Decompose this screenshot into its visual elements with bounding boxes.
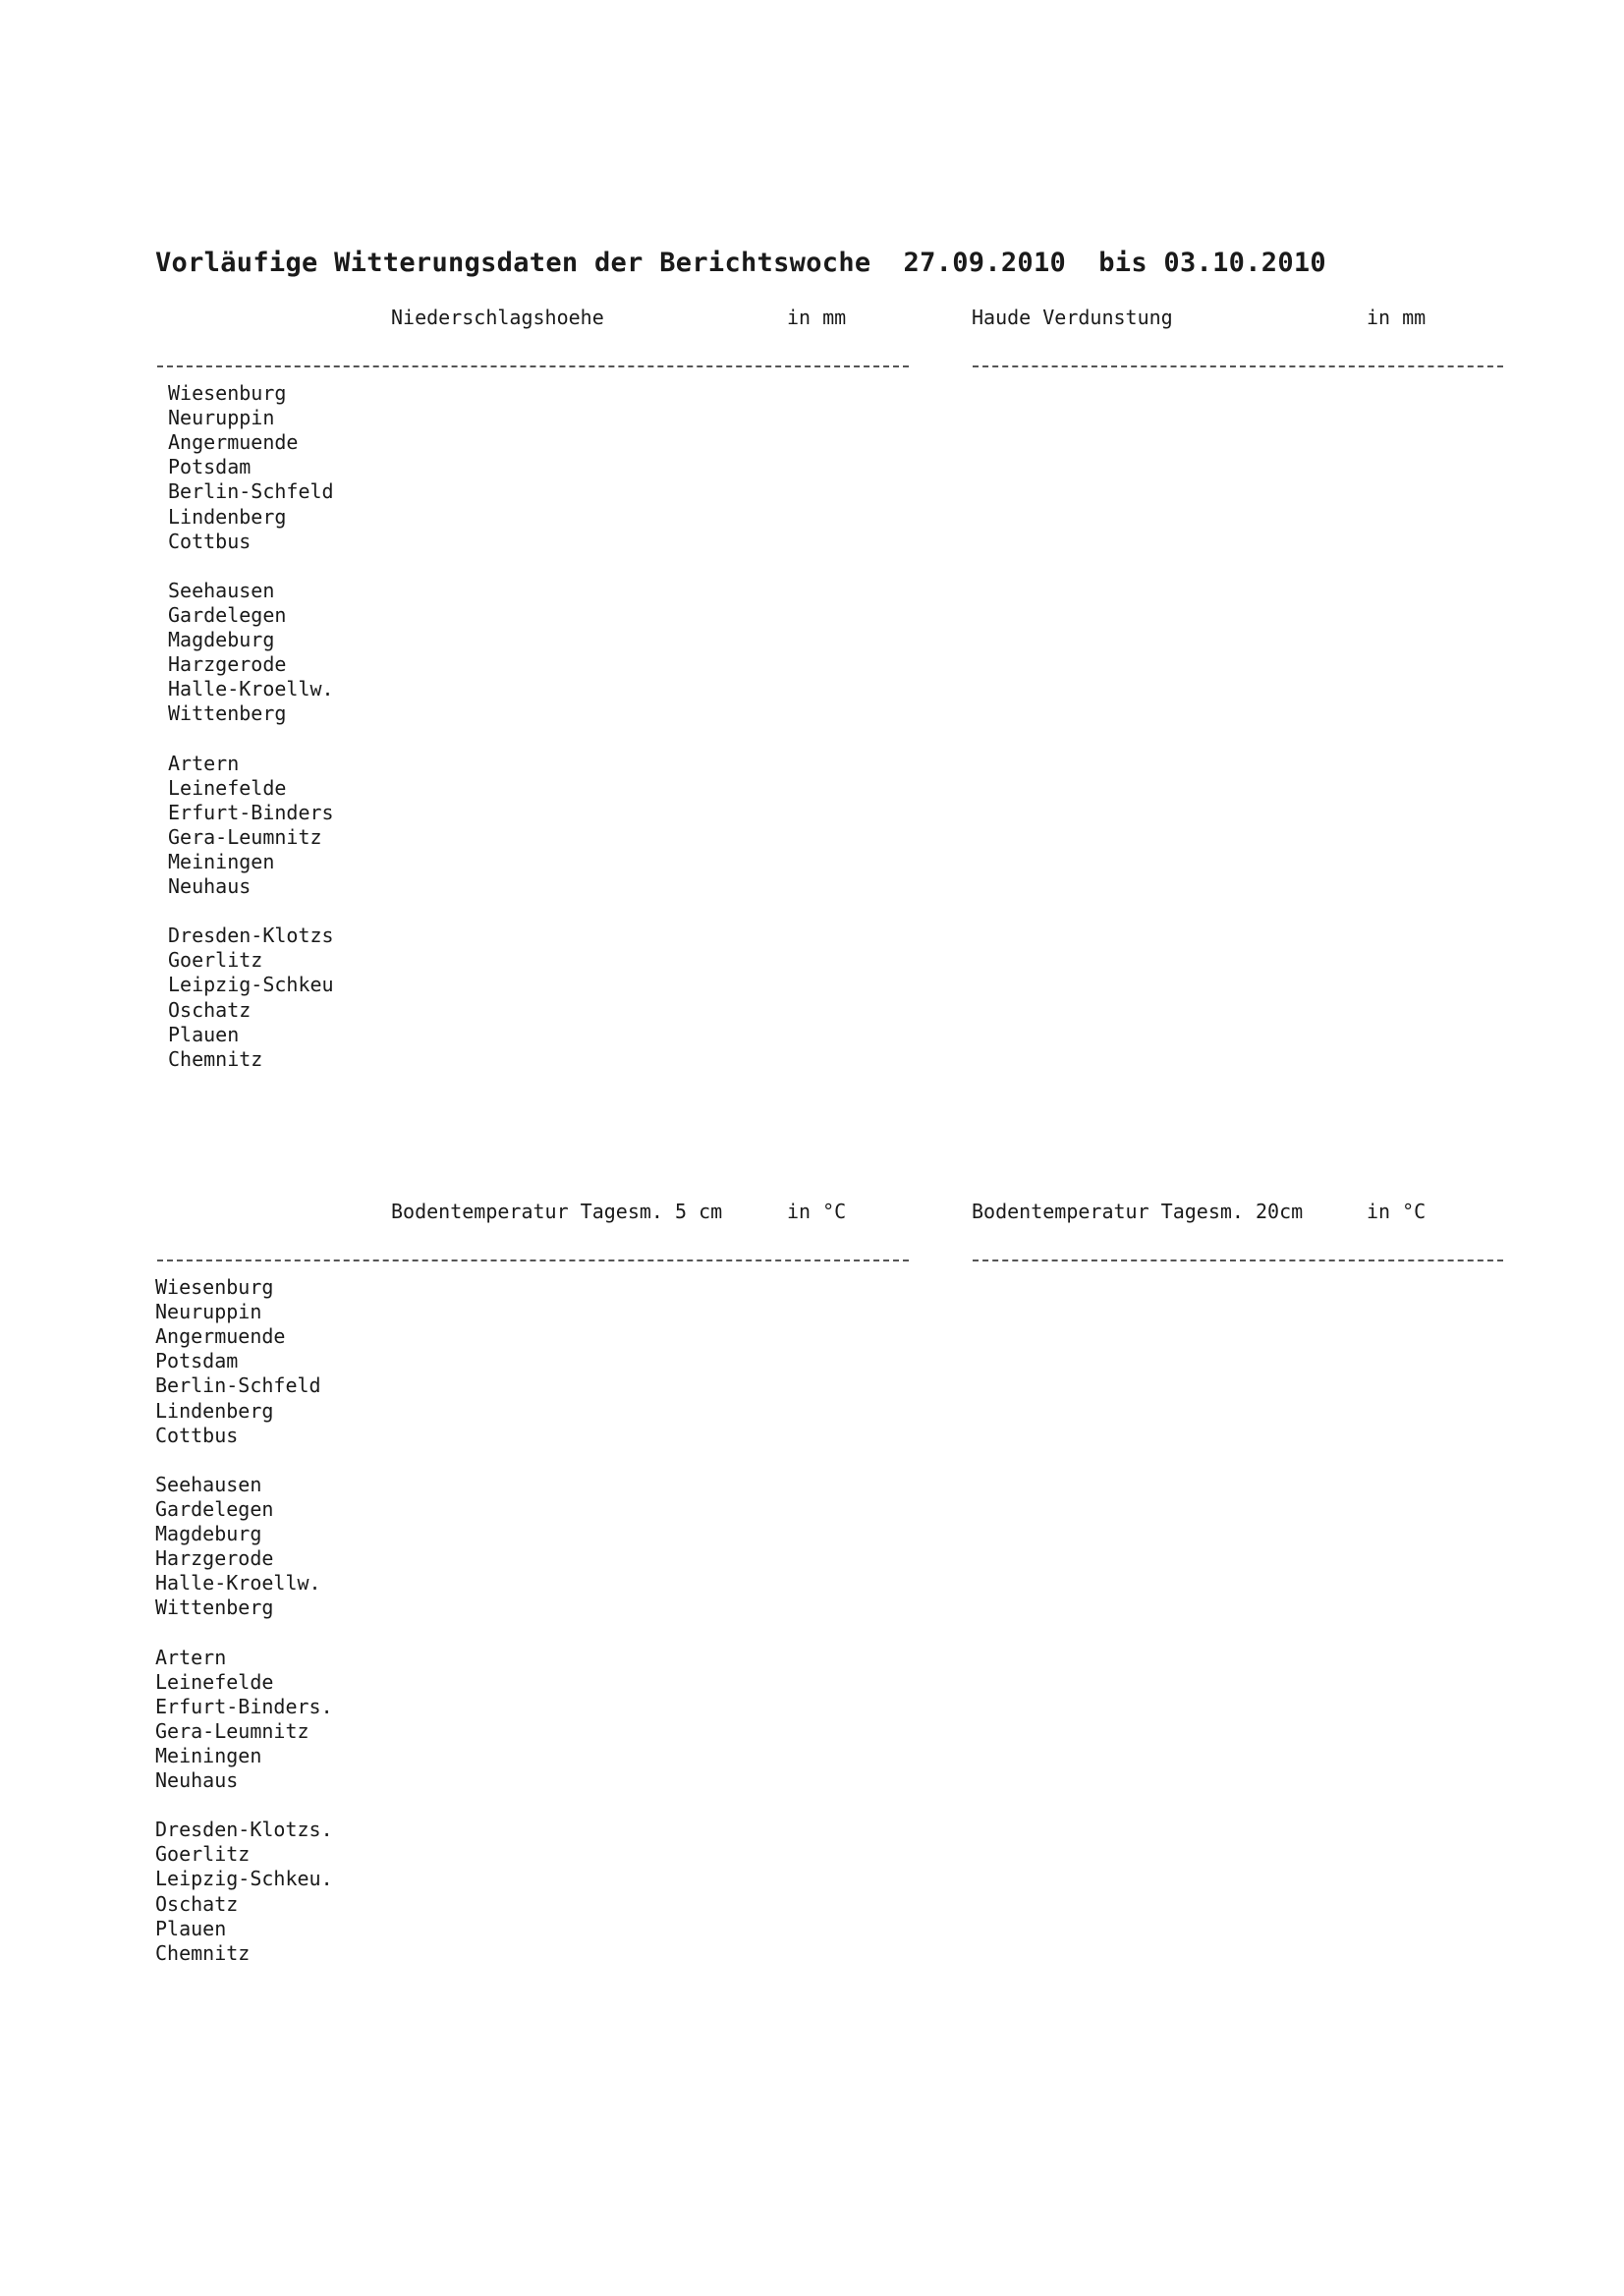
station-name: Halle-Kroellw.	[155, 1571, 321, 1596]
station-name: Seehausen	[168, 578, 275, 602]
station-name: Oschatz	[168, 997, 252, 1022]
station-name: Dresden-Klotzs.	[155, 1818, 333, 1842]
station-name: Angermuende	[168, 430, 299, 455]
station-name: Neuruppin	[168, 406, 275, 430]
station-name: Gardelegen	[155, 1496, 274, 1521]
left-block-unit: in mm	[787, 306, 847, 329]
station-name: Neuhaus	[155, 1768, 239, 1792]
station-name: Erfurt-Binders	[168, 800, 334, 824]
separator-line	[157, 1260, 909, 1261]
station-name: Wittenberg	[155, 1596, 274, 1620]
station-name: Cottbus	[168, 529, 252, 553]
station-name: Magdeburg	[168, 628, 275, 651]
station-name: Dresden-Klotzs	[168, 924, 334, 948]
right-block-title: Bodentemperatur Tagesm. 20cm	[972, 1200, 1304, 1223]
station-name: Berlin-Schfeld	[155, 1373, 321, 1398]
station-name: Harzgerode	[168, 652, 287, 677]
station-name: Halle-Kroellw.	[168, 677, 334, 701]
left-block-title: Niederschlagshoehe	[391, 306, 604, 329]
station-name: Gera-Leumnitz	[155, 1718, 309, 1743]
station-name: Harzgerode	[155, 1546, 274, 1571]
separator-line	[973, 365, 1503, 367]
station-name: Oschatz	[155, 1891, 239, 1916]
station-name: Leipzig-Schkeu.	[155, 1867, 333, 1891]
station-name: Meiningen	[168, 849, 275, 873]
separator-line	[973, 1260, 1503, 1261]
station-name: Artern	[155, 1645, 227, 1669]
station-name: Meiningen	[155, 1743, 262, 1767]
station-name: Seehausen	[155, 1472, 262, 1496]
right-block-unit: in °C	[1367, 1200, 1427, 1223]
station-name: Angermuende	[155, 1324, 286, 1349]
station-name: Magdeburg	[155, 1522, 262, 1545]
station-name: Lindenberg	[155, 1398, 274, 1423]
right-block-unit: in mm	[1367, 306, 1427, 329]
station-name: Wittenberg	[168, 701, 287, 726]
station-name: Gera-Leumnitz	[168, 824, 322, 849]
station-name: Leinefelde	[168, 775, 287, 800]
station-name: Goerlitz	[168, 948, 263, 973]
station-name: Erfurt-Binders.	[155, 1694, 333, 1718]
station-name: Leinefelde	[155, 1669, 274, 1694]
station-name: Plauen	[155, 1916, 227, 1940]
station-name: Neuruppin	[155, 1300, 262, 1324]
station-name: Artern	[168, 751, 240, 775]
station-name: Chemnitz	[155, 1940, 251, 1965]
station-name: Leipzig-Schkeu	[168, 973, 334, 997]
station-name: Cottbus	[155, 1423, 239, 1447]
station-name: Plauen	[168, 1022, 240, 1046]
station-name: Berlin-Schfeld	[168, 479, 334, 504]
station-name: Gardelegen	[168, 602, 287, 627]
station-name: Neuhaus	[168, 874, 252, 898]
station-name: Goerlitz	[155, 1842, 251, 1867]
page-title: Vorläufige Witterungsdaten der Berichtswoche 27.09.2010 bis 03.10.2010	[155, 248, 1326, 278]
left-block-title: Bodentemperatur Tagesm. 5 cm	[391, 1200, 723, 1223]
station-name: Wiesenburg	[155, 1275, 274, 1299]
station-name: Potsdam	[155, 1349, 239, 1373]
station-name: Chemnitz	[168, 1046, 263, 1071]
right-block-title: Haude Verdunstung	[972, 306, 1173, 329]
separator-line	[157, 365, 909, 367]
station-name: Lindenberg	[168, 504, 287, 529]
left-block-unit: in °C	[787, 1200, 847, 1223]
station-name: Wiesenburg	[168, 381, 287, 405]
station-name: Potsdam	[168, 455, 252, 479]
